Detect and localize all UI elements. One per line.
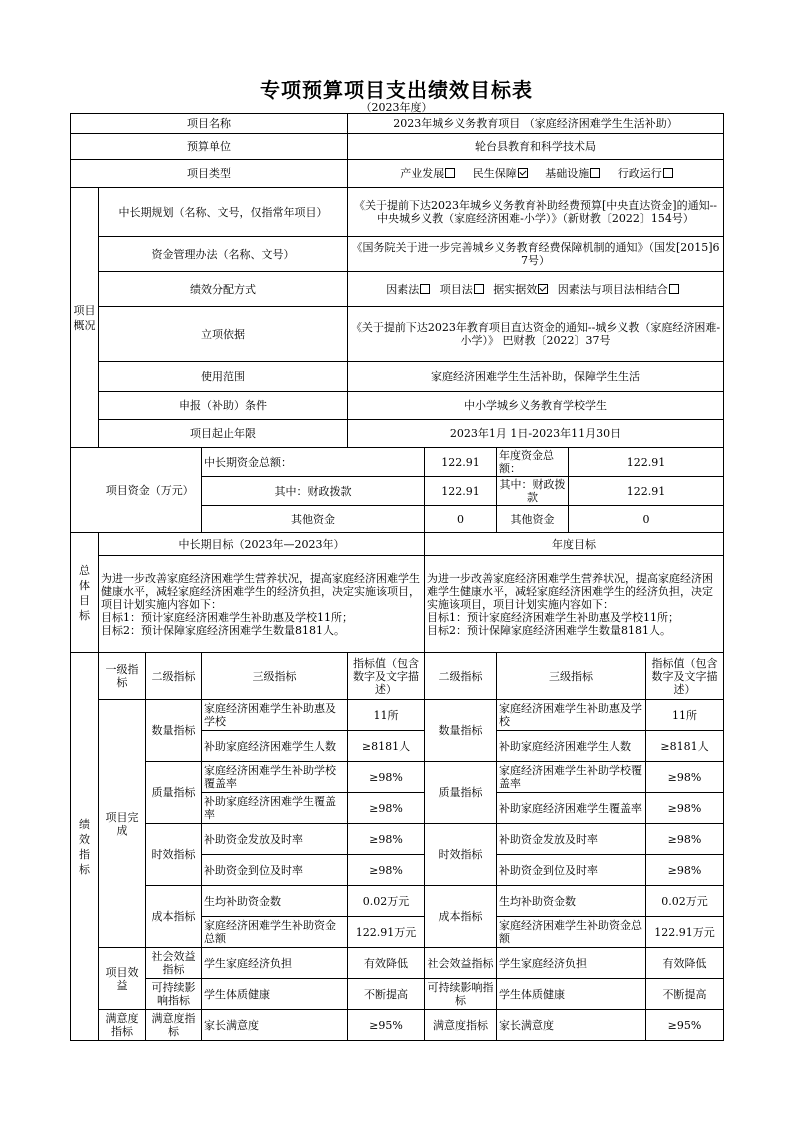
l3-indicator-year: 补助家庭经济困难学生覆盖率 [497,793,646,824]
mid-goal-text: 为进一步改善家庭经济困难学生营养状况，提高家庭经济困难学生健康水平，减轻家庭经济困难学生的经济负担，决定实施该项目，项目计划实施内容如下： 目标1：预计家庭经济困难学生补助惠及学校11所； 目标2：预计保障家庭经济困难学生数量8181人。 [99,556,425,653]
fund-mgmt-value: 《国务院关于进一步完善城乡义务教育经费保障机制的通知》（国发[2015]67号） [348,237,724,272]
indicator-value-year: ≥95% [646,1010,724,1041]
l2-quantity: 数量指标 [146,700,202,762]
budget-unit-value: 轮台县教育和科学技术局 [348,134,724,160]
period-value: 2023年1月 1日-2023年11月30日 [348,420,724,448]
indicator-value-year: 有效降低 [646,948,724,979]
alloc-options [348,272,724,307]
mid-other-label: 其他资金 [202,506,425,533]
year-other-label: 其他资金 [497,506,569,533]
checkbox-checked-icon [518,168,528,178]
l2-time: 时效指标 [146,824,202,886]
l2-quality-year: 质量指标 [425,762,497,824]
l3-indicator: 补助资金到位及时率 [202,855,348,886]
indicator-value-year: 122.91万元 [646,917,724,948]
indicator-value: ≥95% [348,1010,425,1041]
year-fiscal-label: 其中：财政拨款 [497,477,569,506]
l3-indicator-year: 学生家庭经济负担 [497,948,646,979]
indicator-value: 122.91万元 [348,917,425,948]
alloc-label: 绩效分配方式 [99,272,348,307]
l3-indicator-year: 补助家庭经济困难学生人数 [497,731,646,762]
l2-sustain-year: 可持续影响指标 [425,979,497,1010]
mid-fiscal-label: 其中：财政拨款 [202,477,425,506]
header-level3: 三级指标 [202,653,348,700]
condition-value: 中小学城乡义务教育学校学生 [348,392,724,420]
mid-total-value: 122.91 [425,448,497,477]
mid-total-label: 中长期资金总额： [202,448,425,477]
l2-social: 社会效益指标 [146,948,202,979]
l3-indicator: 家庭经济困难学生补助惠及学校 [202,700,348,731]
l3-indicator: 家庭经济困难学生补助资金总额 [202,917,348,948]
checkbox-icon [663,168,673,178]
header-level3-year: 三级指标 [497,653,646,700]
l1-satisfaction: 满意度指标 [99,1010,146,1041]
plan-value: 《关于提前下达2023年城乡义务教育补助经费预算[中央直达资金]的通知--中央城乡义教（家庭经济困难-小学）》（新财教〔2022〕154号） [348,188,724,237]
indicator-value-year: 不断提高 [646,979,724,1010]
l2-quality: 质量指标 [146,762,202,824]
alloc-option: 据实据效 [493,283,554,296]
year-total-value: 122.91 [569,448,724,477]
l3-indicator: 补助资金发放及时率 [202,824,348,855]
condition-label: 申报（补助）条件 [99,392,348,420]
scope-label: 使用范围 [99,362,348,392]
checkbox-icon [445,168,455,178]
checkbox-checked-icon [538,284,548,294]
checkbox-icon [669,284,679,294]
l3-indicator-year: 学生体质健康 [497,979,646,1010]
year-fiscal-value: 122.91 [569,477,724,506]
plan-label: 中长期规划（名称、文号，仅指常年项目） [99,188,348,237]
header-value: 指标值（包含数字及文字描述） [348,653,425,700]
l3-indicator-year: 家庭经济困难学生补助惠及学校 [497,700,646,731]
overview-section-label: 项目 概况 [71,188,99,448]
indicator-value: 0.02万元 [348,886,425,917]
scope-value: 家庭经济困难学生生活补助，保障学生生活 [348,362,724,392]
project-type-label: 项目类型 [71,160,348,188]
l2-sustain: 可持续影响指标 [146,979,202,1010]
l3-indicator: 补助家庭经济困难学生覆盖率 [202,793,348,824]
performance-table [70,113,724,448]
indicator-value-year: ≥98% [646,762,724,793]
funds-label: 项目资金（万元） [99,448,202,533]
l3-indicator: 学生家庭经济负担 [202,948,348,979]
l3-indicator-year: 家长满意度 [497,1010,646,1041]
goals-section-label: 总 体 目 标 [71,533,99,653]
project-name-label: 项目名称 [71,114,348,134]
type-option: 民生保障 [473,167,534,180]
l3-indicator: 家庭经济困难学生补助学校覆盖率 [202,762,348,793]
l2-cost: 成本指标 [146,886,202,948]
page-title: 专项预算项目支出绩效目标表 [260,78,533,102]
indicator-value-year: ≥98% [646,824,724,855]
l3-indicator-year: 家庭经济困难学生补助资金总额 [497,917,646,948]
mid-other-value: 0 [425,506,497,533]
indicators-section-label: 绩 效 指 标 [71,653,99,1041]
checkbox-icon [474,284,484,294]
indicator-value-year: 0.02万元 [646,886,724,917]
l3-indicator-year: 补助资金发放及时率 [497,824,646,855]
indicator-value-year: 11所 [646,700,724,731]
l3-indicator-year: 家庭经济困难学生补助学校覆盖率 [497,762,646,793]
year-total-label: 年度资金总额： [497,448,569,477]
indicator-value: 不断提高 [348,979,425,1010]
fund-mgmt-label: 资金管理办法（名称、文号） [99,237,348,272]
alloc-option: 项目法 [440,283,490,296]
l3-indicator: 生均补助资金数 [202,886,348,917]
indicator-value: ≥8181人 [348,731,425,762]
period-label: 项目起止年限 [99,420,348,448]
project-type-options [348,160,724,188]
indicator-value: 有效降低 [348,948,425,979]
mid-goal-header: 中长期目标（2023年—2023年） [99,533,425,556]
indicator-value: ≥98% [348,855,425,886]
l2-quantity-year: 数量指标 [425,700,497,762]
l3-indicator-year: 生均补助资金数 [497,886,646,917]
l2-satisfaction-year: 满意度指标 [425,1010,497,1041]
indicator-value: ≥98% [348,824,425,855]
l2-social-year: 社会效益指标 [425,948,497,979]
basis-label: 立项依据 [99,307,348,362]
year-goal-text: 为进一步改善家庭经济困难学生营养状况，提高家庭经济困难学生健康水平，减轻家庭经济困难学生的经济负担，决定实施该项目，项目计划实施内容如下： 目标1：预计家庭经济困难学生补助惠及学校11所； 目标2：预计保障家庭经济困难学生数量8181人。 [425,556,724,653]
year-subtitle: （2023年度） [360,101,433,114]
indicator-value: 11所 [348,700,425,731]
header-level2: 二级指标 [146,653,202,700]
indicator-value: ≥98% [348,762,425,793]
indicator-value-year: ≥8181人 [646,731,724,762]
indicator-value-year: ≥98% [646,793,724,824]
type-option: 行政运行 [618,167,679,180]
l2-time-year: 时效指标 [425,824,497,886]
project-name-value: 2023年城乡义务教育项目 （家庭经济困难学生生活补助） [348,114,724,134]
l1-completion: 项目完成 [99,700,146,948]
mid-fiscal-value: 122.91 [425,477,497,506]
funds-goals-indicators-table [70,447,724,1041]
indicator-value: ≥98% [348,793,425,824]
indicator-value-year: ≥98% [646,855,724,886]
budget-unit-label: 预算单位 [71,134,348,160]
checkbox-icon [420,284,430,294]
l3-indicator: 学生体质健康 [202,979,348,1010]
type-option: 产业发展 [400,167,461,180]
checkbox-icon [590,168,600,178]
type-option: 基础设施 [545,167,606,180]
basis-value: 《关于提前下达2023年教育项目直达资金的通知--城乡义教（家庭经济困难-小学）》 巴财教〔2022〕37号 [348,307,724,362]
l3-indicator: 补助家庭经济困难学生人数 [202,731,348,762]
l3-indicator: 家长满意度 [202,1010,348,1041]
header-value-year: 指标值（包含数字及文字描述） [646,653,724,700]
l3-indicator-year: 补助资金到位及时率 [497,855,646,886]
year-goal-header: 年度目标 [425,533,724,556]
year-other-value: 0 [569,506,724,533]
header-level1: 一级指标 [99,653,146,700]
alloc-option: 因素法与项目法相结合 [558,283,685,296]
header-level2-year: 二级指标 [425,653,497,700]
l2-satisfaction: 满意度指标 [146,1010,202,1041]
alloc-option: 因素法 [386,283,436,296]
l1-benefit: 项目效益 [99,948,146,1010]
l2-cost-year: 成本指标 [425,886,497,948]
